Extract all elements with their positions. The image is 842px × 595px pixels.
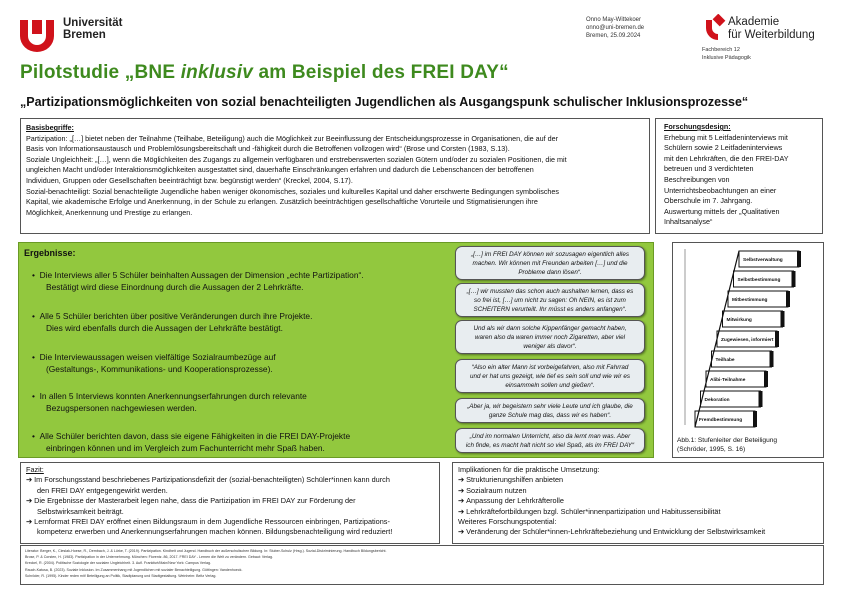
design-box	[655, 118, 823, 234]
design-line: Beschreibungen von	[664, 174, 730, 184]
ladder-step-edge	[775, 331, 779, 347]
university-logo-icon	[18, 16, 56, 52]
references-box	[20, 545, 824, 585]
quote-bubble: „[…] wir mussten das schon auch aushalten lernen, dass es so frei ist, […] um nicht zu sagen: Oh NEIN, es ist zum SCHEITERN verurteilt. Ihr müsst es anders anfangen“.	[455, 283, 645, 317]
quote-bubble: Und als wir dann solche Kippenfänger gemacht haben, waren also da waren immer noch Zigaretten, aber viel weniger als davor“.	[455, 320, 645, 354]
basics-line: Möglichkeit, Anerkennung und Prestige zu erlangen.	[26, 207, 193, 217]
further-research-item: ➔ Veränderung der Schüler*innen-Lehrkräftebeziehung und Entwicklung der Selbstwirksamkeit	[458, 527, 766, 537]
university-name: Universität Bremen	[63, 17, 123, 41]
quote-bubble: „[…] im FREI DAY können wir sozusagen eigentlich alles machen. Wir können mit Freunden arbeiten […] und die Probleme dann lösen“.	[455, 246, 645, 280]
ladder-step-label: Zugewiesen, informiert	[721, 338, 774, 343]
basics-box	[20, 118, 650, 234]
ladder-step-edge	[786, 291, 790, 307]
conclusion-box	[20, 462, 440, 544]
implication-item: ➔ Anpassung der Lehrkräfterolle	[458, 496, 564, 506]
department-info: Fachbereich 12 Inklusive Pädagogik	[702, 47, 751, 61]
ladder-step-edge	[797, 251, 801, 267]
design-line: Auswertung mittels der „Qualitativen	[664, 206, 780, 216]
design-line: Erhebung mit 5 Leitfadeninterviews mit	[664, 132, 788, 142]
poster-title: Pilotstudie „BNE inklusiv am Beispiel des FREI DAY“	[20, 62, 509, 83]
participation-ladder-diagram	[679, 249, 819, 433]
reference-line: Kreckel, R. (2004). Politische Soziologie der sozialen Ungleichheit. 3. Aufl. Frankfurt/Main/New York: Campus Verlag.	[25, 561, 211, 566]
basics-line: Partizipation: „[…] bietet neben der Teilnahme (Teilhabe, Beteiligung) auch die Möglichkeit zur Beeinflussung der Entscheidungsprozesse in Organisationen, die auf der	[26, 133, 559, 143]
basics-line: Kapital, wie akademische Erfolge und Anerkennung, in der Schule zu erlangen. Zusätzlich beeinträchtigen gesellschaftliche Vorurteile und Stigmatisierungen ihre	[26, 197, 538, 207]
ladder-step-edge	[753, 411, 757, 427]
institute-name: Akademie für Weiterbildung	[728, 16, 815, 41]
design-line: Inhaltsanalyse“	[664, 217, 713, 227]
ladder-step-label: Alibi-Teilnahme	[710, 378, 746, 383]
quote-bubble: „Aber ja, wir begeistern sehr viele Leute und ich glaube, die ganze Schule mag das, dass wir es haben“.	[455, 398, 645, 423]
ladder-step-label: Selbstbestimmung	[737, 278, 781, 283]
conclusion-line: Selbstwirksamkeit beiträgt.	[37, 506, 124, 516]
conclusion-heading: Fazit:	[26, 465, 44, 474]
ladder-step-edge	[770, 351, 774, 367]
conclusion-line: ➔ Die Ergebnisse der Masterarbeit legen nahe, dass die Partizipation im FREI DAY zur Förderung der	[26, 496, 356, 506]
ladder-caption: Abb.1: Stufenleiter der Beteiligung (Schröder, 1995, S. 16)	[677, 437, 778, 453]
basics-line: Individuen, Gruppen oder Gesellschaften beeinträchtigt bzw. begünstigt werden“ (Kreckel, 2004, S.17).	[26, 175, 353, 185]
conclusion-line: ➔ Im Forschungsstand beschriebenes Partizipationsdefizit der (sozial-benachteiligten) Schüler*innen kann durch	[26, 475, 390, 485]
basics-line: Basis von Informationsaustausch und Problemlösungsbereitschaft und -fähigkeit durch die Betroffenen vollzogen wird“ (Brose und Corsten (1983, S.13).	[26, 144, 510, 154]
result-item: • Die Interviews aller 5 Schüler beinhalten Aussagen der Dimension „echte Partizipation“. Bestätigt wird diese Einordnung durch die Aussagen der 2 Lehrkräfte.	[32, 270, 364, 293]
conclusion-line: ➔ Lernformat FREI DAY eröffnet einen Bildungsraum in dem Jugendliche Ressourcen einbringen, Partizipations-	[26, 517, 390, 527]
conclusion-line: kompetenz erwerben und Anerkennungserfahrungen machen können. Bildungsbenachteiligung wird reduziert!	[37, 527, 393, 537]
implication-item: ➔ Strukturierungshilfen anbieten	[458, 475, 564, 485]
implications-heading: Implikationen für die praktische Umsetzung:	[458, 465, 600, 474]
implication-item: ➔ Lehrkräftefortbildungen bzgl. Schüler*innenpartizipation und Habitussensibilität	[458, 506, 721, 516]
basics-line: Soziale Ungleichheit: „[…], wenn die Möglichkeiten des Zugangs zu allgemein verfügbaren und erstrebenswerten sozialen Gütern und/oder zu sozialen Positionen, die mit	[26, 154, 567, 164]
design-line: Schülern sowie 2 Leitfadeninterviews	[664, 143, 783, 153]
result-item: • In allen 5 Interviews konnten Anerkennungserfahrungen durch relevante Bezugspersonen nachgewiesen werden.	[32, 391, 307, 414]
poster-subtitle: „Partizipationsmöglichkeiten von sozial benachteiligten Jugendlichen als Ausgangspunk schulischer Inklusionsprozesse“	[20, 95, 749, 109]
participation-ladder-box	[672, 242, 824, 458]
ladder-step-label: Fremdbestimmung	[699, 418, 743, 423]
reference-line: Schröder, R. (1995). Kinder reden mit! Beteiligung an Politik, Stadtplanung und Stadtgestaltung. Weinheim: Beltz Verlag.	[25, 573, 217, 578]
implications-box	[452, 462, 824, 544]
basics-heading: Basisbegriffe:	[26, 123, 74, 132]
result-item: • Die Interviewaussagen weisen vielfältige Sozialraumbezüge auf (Gestaltungs-, Kommunikations- und Kooperationsprozesse).	[32, 352, 276, 375]
design-line: betreuen und 3 verdichteten	[664, 164, 754, 174]
implication-item: ➔ Sozialraum nutzen	[458, 485, 527, 495]
basics-line: ungleichen Macht und/oder Interaktionsmöglichkeiten ausgestattet sind, dauerhafte Einschränkungen erfahren und dadurch die Lebenschancen der betroffenen	[26, 165, 534, 175]
results-heading: Ergebnisse:	[24, 248, 76, 258]
ladder-step-label: Teilhabe	[715, 358, 735, 363]
conclusion-line: den FREI DAY entgegengewirkt werden.	[37, 485, 168, 495]
further-research-heading: Weiteres Forschungspotential:	[458, 517, 557, 527]
ladder-step-edge	[792, 271, 796, 287]
design-heading: Forschungsdesign:	[664, 122, 731, 131]
result-item: • Alle Schüler berichten davon, dass sie eigene Fähigkeiten in die FREI DAY-Projekte einbringen können und im Vergleich zum Fachunterricht mehr Spaß haben.	[32, 431, 351, 454]
reference-line: Brose, P. & Corsten, H. (1983). Partizipation in der Unternehmung. München: Florentz. 86, 2017. FREI DAY - Lernen die Welt zu verändern. Gebaut: Verlag.	[25, 555, 274, 560]
ladder-step-edge	[781, 311, 785, 327]
design-line: Unterrichtsbeobachtungen an einer	[664, 185, 777, 195]
quote-bubble: “Also ein alter Mann ist vorbeigefahren, also mit Fahrrad und er hat uns gezeigt, wie tief es sein soll und wie wir es einsammeln sollen und gießen“.	[455, 359, 645, 393]
ladder-step-edge	[759, 391, 763, 407]
quote-bubble: „Und im normalen Unterricht, also da lernt man was. Aber ich finde, es macht halt nicht so viel Spaß, als im FREI DAY“	[455, 428, 645, 453]
ladder-step-label: Selbstverwaltung	[743, 258, 783, 263]
reference-line: Rauch-Katusa, B. (2023). Soziale Inklusion. Im Zusammenhang mit Jugendlichen mit sozialer Benachteiligung. Göttingen: Vandenhoeck.	[25, 567, 243, 572]
ladder-step-label: Mitbestimmung	[732, 298, 768, 303]
design-line: mit den Lehrkräften, die den FREI-DAY	[664, 153, 789, 163]
ladder-step-edge	[764, 371, 768, 387]
results-box	[18, 242, 654, 458]
author-info: Onno May-Wittekoer onno@uni-bremen.de Bremen, 25.09.2024	[586, 17, 645, 39]
basics-line: Sozial-benachteiligt: Sozial benachteiligte Jugendliche haben weniger ökonomisches, soziales und kulturelles Kapital und daher erschwerte Bedingungen symbolisches	[26, 186, 559, 196]
design-line: Oberschule im 7. Jahrgang.	[664, 196, 753, 206]
ladder-step-label: Mitwirkung	[726, 318, 752, 323]
ladder-step-label: Dekoration	[704, 398, 730, 403]
result-item: • Alle 5 Schüler berichten über positive Veränderungen durch ihre Projekte. Dies wird ebenfalls durch die Aussagen der Lehrkräfte bestätigt.	[32, 311, 313, 334]
reference-line: Literatur: Berger, K., Cieslak-Hoese, R., Dernbach, J. & Lürke, T. (2019). Partizipation. Kindheit und Jugend. Handbuch der außerschulischen Bildung. In: Stuber-Schulz (Hrsg.). Sozial-Diskriminierung. Handbuch Bildungsbericht.	[25, 549, 387, 553]
